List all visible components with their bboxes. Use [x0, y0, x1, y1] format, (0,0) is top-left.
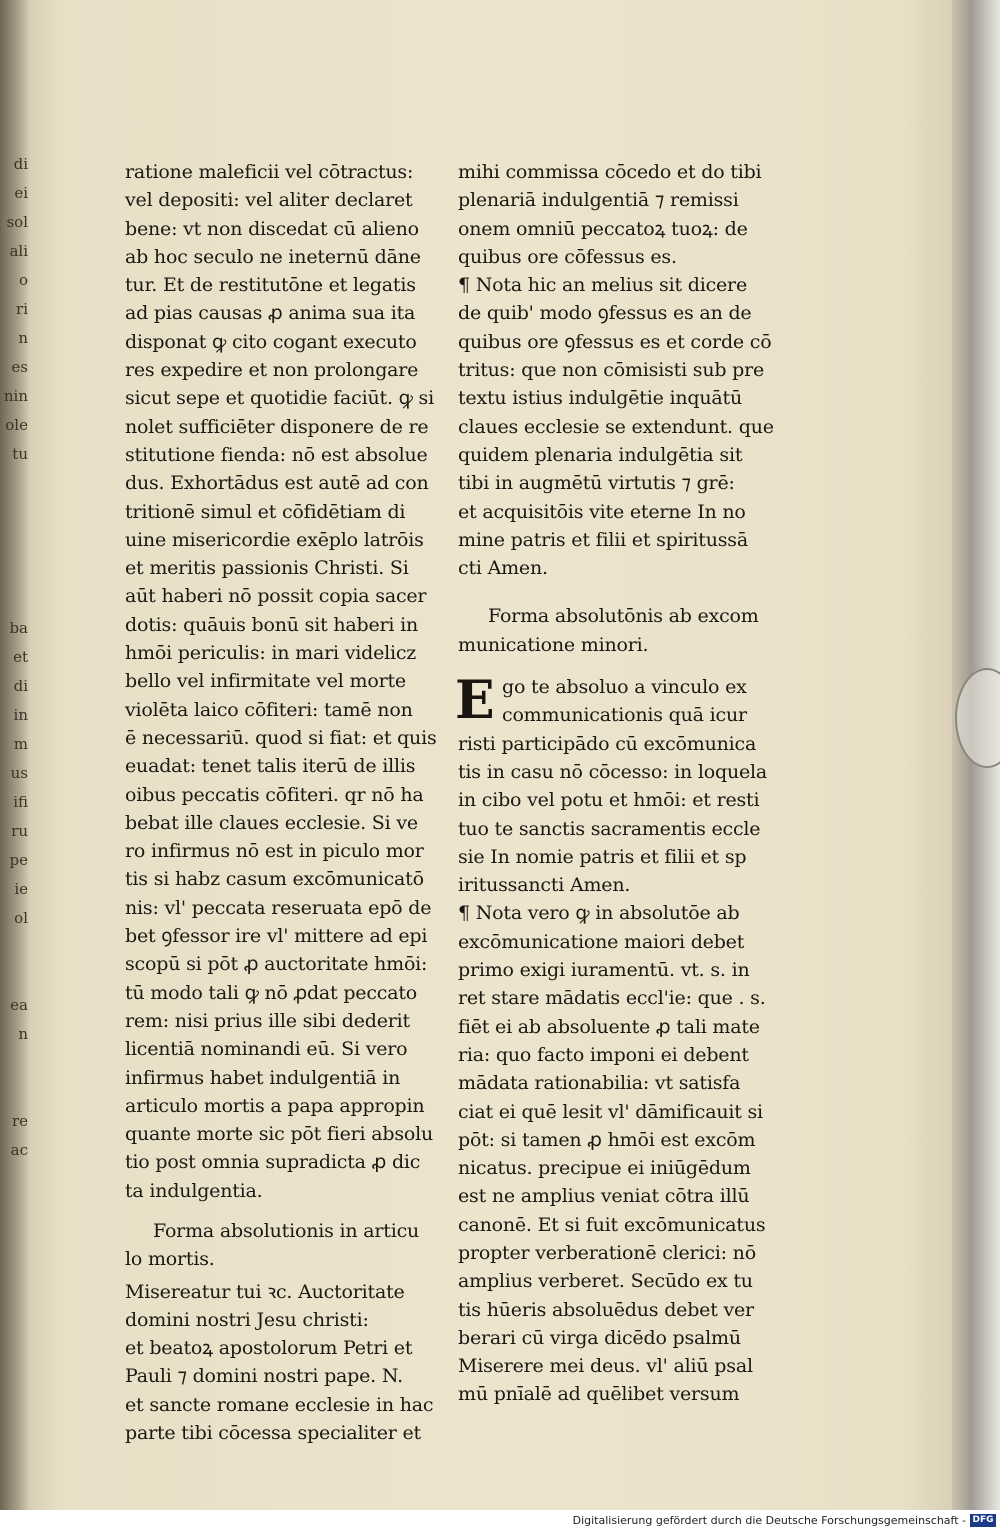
text-line: quante morte sic pōt fieri absolu	[125, 1123, 434, 1146]
text-line: nicatus. precipue ei iniūgēdum	[458, 1157, 751, 1180]
left-section-heading	[125, 1217, 435, 1274]
text-line: tibi in augmētū virtutis ⁊ grē:	[458, 472, 735, 495]
fragment-line	[0, 1078, 28, 1107]
text-line: ab hoc seculo ne ineternū dāne	[125, 245, 421, 268]
text-line: propter verberationē clerici: nō	[458, 1241, 756, 1264]
fragment-line: nin	[3, 387, 28, 405]
text-line: hmōi periculis: in mari videlicz	[125, 642, 417, 665]
text-line: et acquisitōis vite eterne In no	[458, 500, 746, 523]
text-line: res expedire et non prolongare	[125, 359, 419, 382]
text-line: berari cū virga dicēdo psalmū	[458, 1326, 741, 1349]
text-line: tritionē simul et cōfidētiam di	[125, 500, 406, 523]
fragment-line: us	[10, 764, 28, 782]
fragment-line	[0, 933, 28, 962]
fragment-line	[0, 1049, 28, 1078]
text-line: mādata rationabilia: vt satisfa	[458, 1072, 741, 1095]
text-line: iritussancti Amen.	[458, 874, 631, 897]
fragment-line: ru	[11, 822, 28, 840]
text-line: vel depositi: vel aliter declaret	[125, 189, 413, 212]
text-line: plenariā indulgentiā ⁊ remissi	[458, 189, 739, 212]
fragment-line: n	[18, 329, 28, 347]
text-line: domini nostri Jesu christi:	[125, 1308, 369, 1331]
text-line: quidem plenaria indulgētia sit	[458, 443, 743, 466]
text-line: Miserere mei deus. vl' aliū psal	[458, 1355, 753, 1378]
text-line: Pauli ⁊ domini nostri pape. N.	[125, 1365, 403, 1388]
fragment-line: ba	[9, 619, 28, 637]
text-line: cti Amen.	[458, 557, 548, 580]
fragment-line: n	[18, 1025, 28, 1043]
decorated-initial: E	[455, 670, 495, 732]
fragment-line: o	[18, 271, 28, 289]
text-line: violēta laico cōfiteri: tamē non	[125, 698, 413, 721]
text-line: fiēt ei ab absoluente ꝓ tali mate	[458, 1015, 760, 1038]
text-line: licentiā nominandi eū. Si vero	[125, 1038, 408, 1061]
text-line: tritus: que non cōmisisti sub pre	[458, 359, 765, 382]
fragment-line: ie	[14, 880, 28, 898]
text-line: nis: vl' peccata reseruata epō de	[125, 896, 432, 919]
text-line: communicationis quā icur	[502, 704, 747, 727]
text-line: mine patris et filii et spiritussā	[458, 528, 748, 551]
text-line: claues ecclesie se extendunt. que	[458, 415, 774, 438]
text-line: quibus ore ꝯfessus es et corde cō	[458, 330, 772, 353]
text-line: municatione minori.	[458, 633, 649, 656]
footer-credit: Digitalisierung gefördert durch die Deutsche Forschungsgemeinschaft -	[572, 1514, 966, 1527]
text-line: sicut sepe et quotidie faciūt. ꝙ si	[125, 387, 434, 410]
text-line: articulo mortis a papa appropin	[125, 1094, 425, 1117]
left-formula-text	[125, 1278, 435, 1448]
text-line: disponat ꝙ cito cogant executo	[125, 330, 417, 353]
text-line: ciat ei quē lesit vl' dāmificauit si	[458, 1100, 763, 1123]
text-line: nolet sufficiēter disponere de re	[125, 415, 429, 438]
fragment-line: re	[11, 1112, 28, 1130]
fragment-line	[0, 469, 28, 498]
text-line: in cibo vel potu et hmōi: et resti	[458, 789, 760, 812]
text-line: tio post omnia supradicta ꝓ dic	[125, 1151, 421, 1174]
text-line: mihi commissa cōcedo et do tibi	[458, 161, 762, 183]
text-line: et sancte romane ecclesie in hac	[125, 1393, 434, 1416]
fragment-line: ol	[14, 909, 28, 927]
text-line: tū modo tali ꝙ nō ꝓdat peccato	[125, 981, 418, 1004]
text-line: ¶ Nota hic an melius sit dicere	[458, 274, 747, 297]
text-line: primo exigi iuramentū. vt. s. in	[458, 959, 750, 982]
fragment-line: pe	[9, 851, 28, 869]
text-line: ria: quo facto imponi ei debent	[458, 1043, 749, 1066]
text-line: risti participādo cū excōmunica	[458, 732, 757, 755]
fragment-line: di	[13, 677, 28, 695]
left-body-text	[125, 158, 435, 1205]
fragment-line	[0, 585, 28, 614]
fragment-line: es	[11, 358, 28, 376]
text-line: bene: vt non discedat cū alieno	[125, 217, 419, 240]
text-line: euadat: tenet talis iterū de illis	[125, 755, 416, 778]
right-text-column	[455, 158, 774, 1409]
text-line: mū pnīalē ad quēlibet versum	[458, 1383, 740, 1406]
text-line: scopū si pōt ꝓ auctoritate hmōi:	[125, 953, 428, 976]
text-line: pōt: si tamen ꝓ hmōi est excōm	[458, 1128, 756, 1151]
fragment-line: ali	[9, 242, 28, 260]
text-line: ratione maleficii vel cōtractus:	[125, 161, 414, 183]
fragment-line: sol	[6, 213, 28, 231]
text-line: tuo te sanctis sacramentis eccle	[458, 817, 761, 840]
fragment-line	[0, 498, 28, 527]
right-formula-text	[455, 670, 768, 899]
text-line: oibus peccatis cōfiteri. qr nō ha	[125, 783, 424, 806]
text-line: de quib' modo ꝯfessus es an de	[458, 302, 752, 325]
text-line: ¶ Nota vero ꝙ in absolutōe ab	[458, 902, 740, 925]
fragment-line: ea	[10, 996, 28, 1014]
text-line: aūt haberi nō possit copia sacer	[125, 585, 427, 608]
text-line: stitutione fienda: nō est absolue	[125, 443, 428, 466]
fragment-line	[0, 962, 28, 991]
text-line: bello vel infirmitate vel morte	[125, 670, 406, 693]
text-line: ta indulgentia.	[125, 1179, 263, 1202]
text-line: rem: nisi prius ille sibi dederit	[125, 1009, 410, 1032]
right-section-heading	[458, 602, 768, 659]
text-line: tis in casu nō cōcesso: in loquela	[458, 760, 768, 783]
text-line: canonē. Et si fuit excōmunicatus	[458, 1213, 766, 1236]
text-line: et meritis passionis Christi. Si	[125, 557, 409, 580]
fragment-line: ei	[14, 184, 28, 202]
text-line: parte tibi cōcessa specialiter et	[125, 1422, 421, 1445]
fragment-line: m	[13, 735, 28, 753]
fragment-line: in	[13, 706, 28, 724]
text-line: dus. Exhortādus est autē ad con	[125, 472, 429, 495]
fragment-line: ac	[10, 1141, 28, 1159]
text-line: tis si habz casum excōmunicatō	[125, 868, 424, 891]
text-line: quibus ore cōfessus es.	[458, 245, 677, 268]
fragment-line	[0, 1165, 28, 1190]
text-line: tis hūeris absoluēdus debet ver	[458, 1298, 754, 1321]
footer-bar	[0, 1510, 1000, 1530]
fragment-line: ri	[16, 300, 28, 318]
text-line: bebat ille claues ecclesie. Si ve	[125, 811, 418, 834]
right-body-text	[458, 158, 774, 582]
text-line: go te absoluo a vinculo ex	[502, 676, 747, 699]
text-line: sie In nomie patris et filii et sp	[458, 845, 747, 868]
text-line: ad pias causas ꝓ anima sua ita	[125, 302, 416, 325]
text-line: est ne amplius veniat cōtra illū	[458, 1185, 750, 1208]
fragment-line: di	[13, 155, 28, 173]
text-line: textu istius indulgētie inquātū	[458, 387, 742, 410]
text-line: Forma absolutionis in articu	[153, 1219, 420, 1242]
text-line: bet ꝯfessor ire vl' mittere ad epi	[125, 925, 428, 948]
text-line: ē necessariū. quod si fiat: et quis	[125, 726, 437, 749]
fragment-line: ifi	[13, 793, 28, 811]
text-line: Misereatur tui ꝛc. Auctoritate	[125, 1280, 405, 1303]
dfg-logo: DFG	[970, 1514, 996, 1527]
text-line: amplius verberet. Secūdo ex tu	[458, 1270, 753, 1293]
text-line: onem omniū peccatoꝝ tuoꝝ: de	[458, 217, 748, 240]
fragment-line: et	[13, 648, 28, 666]
text-line: lo mortis.	[125, 1248, 215, 1271]
text-line: ro infirmus nō est in piculo mor	[125, 840, 424, 863]
facing-page-fragment	[0, 150, 28, 1190]
right-note-text	[458, 899, 768, 1408]
text-line: infirmus habet indulgentiā in	[125, 1066, 401, 1089]
fragment-line	[0, 527, 28, 556]
text-line: uine misericordie exēplo latrōis	[125, 528, 424, 551]
fragment-line: tu	[12, 445, 28, 463]
text-line: dotis: quāuis bonū sit haberi in	[125, 613, 419, 636]
text-line: et beatoꝝ apostolorum Petri et	[125, 1337, 413, 1360]
fragment-line: ole	[5, 416, 28, 434]
left-text-column	[125, 158, 435, 1447]
text-line: tur. Et de restitutōne et legatis	[125, 274, 416, 297]
text-line: excōmunicatione maiori debet	[458, 930, 745, 953]
fragment-line	[0, 556, 28, 585]
text-line: ret stare mādatis eccl'ie: que . s.	[458, 987, 766, 1010]
text-line: Forma absolutōnis ab excom	[488, 605, 759, 628]
